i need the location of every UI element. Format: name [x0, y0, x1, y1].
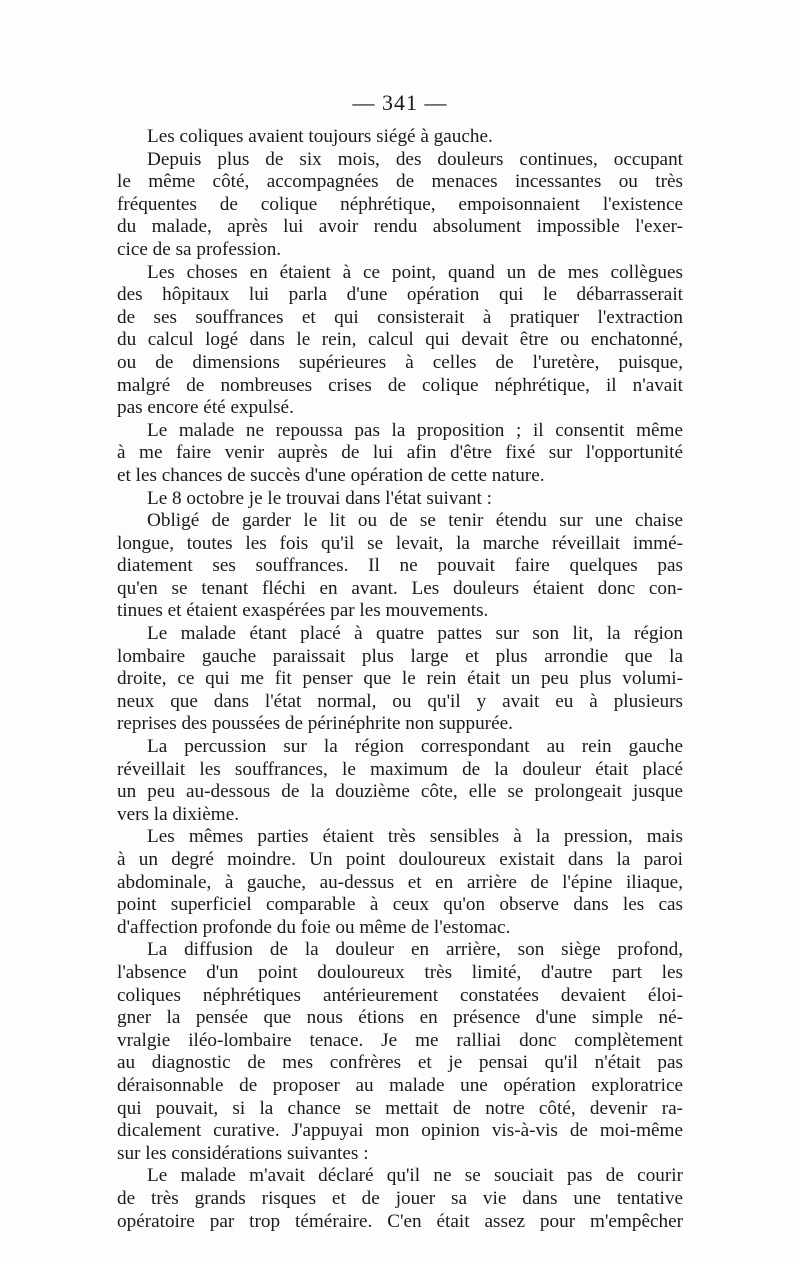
- text-line: opératoire par trop téméraire. C'en était assez pour m'empêcher: [117, 1210, 683, 1232]
- text-line: Obligé de garder le lit ou de se tenir étendu sur une chaise: [147, 510, 683, 532]
- text-line: réveillait les souffrances, le maximum de la douleur était placé: [117, 758, 683, 780]
- text-line: La diffusion de la douleur en arrière, son siège profond,: [147, 939, 683, 961]
- text-line: Les coliques avaient toujours siégé à gauche.: [147, 126, 493, 147]
- text-line: du calcul logé dans le rein, calcul qui devait être ou enchatonné,: [117, 329, 683, 351]
- text-line: à un degré moindre. Un point douloureux existait dans la paroi: [117, 849, 683, 870]
- text-line: La percussion sur la région correspondant au rein gauche: [147, 736, 683, 758]
- paragraph: [117, 149, 683, 262]
- text-line: fréquentes de colique néphrétique, empoisonnaient l'existence: [117, 193, 683, 215]
- text-line: déraisonnable de proposer au malade une opération exploratrice: [117, 1074, 683, 1096]
- text-line: à me faire venir auprès de lui afin d'être fixé sur l'opportunité: [117, 442, 683, 464]
- text-line: l'absence d'un point douloureux très limité, d'autre part les: [117, 961, 683, 983]
- text-line: malgré de nombreuses crises de colique néphrétique, il n'avait: [117, 374, 683, 396]
- text-line: le même côté, accompagnées de menaces incessantes ou très: [117, 171, 683, 193]
- text-line: qu'en se tenant fléchi en avant. Les douleurs étaient donc con-: [117, 577, 683, 599]
- text-line: dicalement curative. J'appuyai mon opinion vis-à-vis de moi-même: [117, 1120, 683, 1142]
- text-line: et les chances de succès d'une opération de cette nature.: [117, 464, 545, 486]
- text-line: tinues et étaient exaspérées par les mouvements.: [117, 600, 489, 622]
- text-line: reprises des poussées de périnéphrite non suppurée.: [117, 713, 513, 735]
- text-line: un peu au-dessous de la douzième côte, elle se prolongeait jusque: [117, 781, 683, 803]
- text-line: gner la pensée que nous étions en présence d'une simple né-: [117, 1007, 683, 1029]
- paragraph: [117, 420, 683, 488]
- text-line: pas encore été expulsé.: [117, 397, 294, 419]
- paragraph: [117, 623, 683, 736]
- text-line: abdominale, à gauche, au-dessus et en arrière de l'épine iliaque,: [117, 871, 683, 893]
- text-line: Le malade m'avait déclaré qu'il ne se souciait pas de courir: [147, 1165, 683, 1187]
- text-line: neux que dans l'état normal, ou qu'il y avait eu à plusieurs: [117, 690, 683, 712]
- text-line: des hôpitaux lui parla d'une opération qui le débarrasserait: [117, 284, 683, 306]
- text-line: de très grands risques et de jouer sa vie dans une tentative: [117, 1187, 683, 1209]
- body-text: [117, 126, 683, 1233]
- paragraph: [117, 488, 683, 511]
- text-line: qui pouvait, si la chance se mettait de notre côté, devenir ra-: [117, 1097, 683, 1119]
- text-line: coliques néphrétiques antérieurement constatées devaient éloi-: [117, 984, 683, 1006]
- text-line: Les mêmes parties étaient très sensibles à la pression, mais: [147, 826, 683, 848]
- paragraph: [117, 736, 683, 826]
- text-line: Les choses en étaient à ce point, quand un de mes collègues: [147, 261, 683, 283]
- text-line: de ses souffrances et qui consisterait à pratiquer l'extraction: [117, 306, 683, 328]
- text-line: du malade, après lui avoir rendu absolument impossible l'exer-: [117, 216, 683, 238]
- paragraph: [117, 510, 683, 623]
- text-line: ou de dimensions supérieures à celles de l'uretère, puisque,: [117, 351, 683, 373]
- text-line: d'affection profonde du foie ou même de l'estomac.: [117, 916, 511, 938]
- paragraph: [117, 826, 683, 939]
- text-line: Le 8 octobre je le trouvai dans l'état suivant :: [147, 487, 492, 509]
- paragraph: [117, 939, 683, 1165]
- text-line: vers la dixième.: [117, 803, 240, 825]
- text-line: cice de sa profession.: [117, 238, 282, 260]
- paragraph: [117, 1165, 683, 1233]
- paragraph: [117, 262, 683, 420]
- text-line: vralgie iléo-lombaire tenace. Je me ralliai donc complètement: [117, 1029, 683, 1051]
- text-line: Le malade ne repoussa pas la proposition ; il consentit même: [147, 419, 683, 441]
- page-number: — 341 —: [352, 90, 448, 115]
- text-line: diatement ses souffrances. Il ne pouvait faire quelques pas: [117, 555, 683, 577]
- paragraph: [117, 126, 683, 149]
- text-line: sur les considérations suivantes :: [117, 1142, 369, 1164]
- text-line: lombaire gauche paraissait plus large et plus arrondie que la: [117, 645, 683, 667]
- text-line: Le malade étant placé à quatre pattes sur son lit, la région: [147, 623, 683, 645]
- text-line: point superficiel comparable à ceux qu'on observe dans les cas: [117, 894, 683, 916]
- text-line: au diagnostic de mes confrères et je pensai qu'il n'était pas: [117, 1052, 683, 1074]
- text-line: Depuis plus de six mois, des douleurs continues, occupant: [147, 148, 683, 170]
- text-line: droite, ce qui me fit penser que le rein était un peu plus volumi-: [117, 668, 683, 690]
- text-line: longue, toutes les fois qu'il se levait, la marche réveillait immé-: [117, 532, 683, 554]
